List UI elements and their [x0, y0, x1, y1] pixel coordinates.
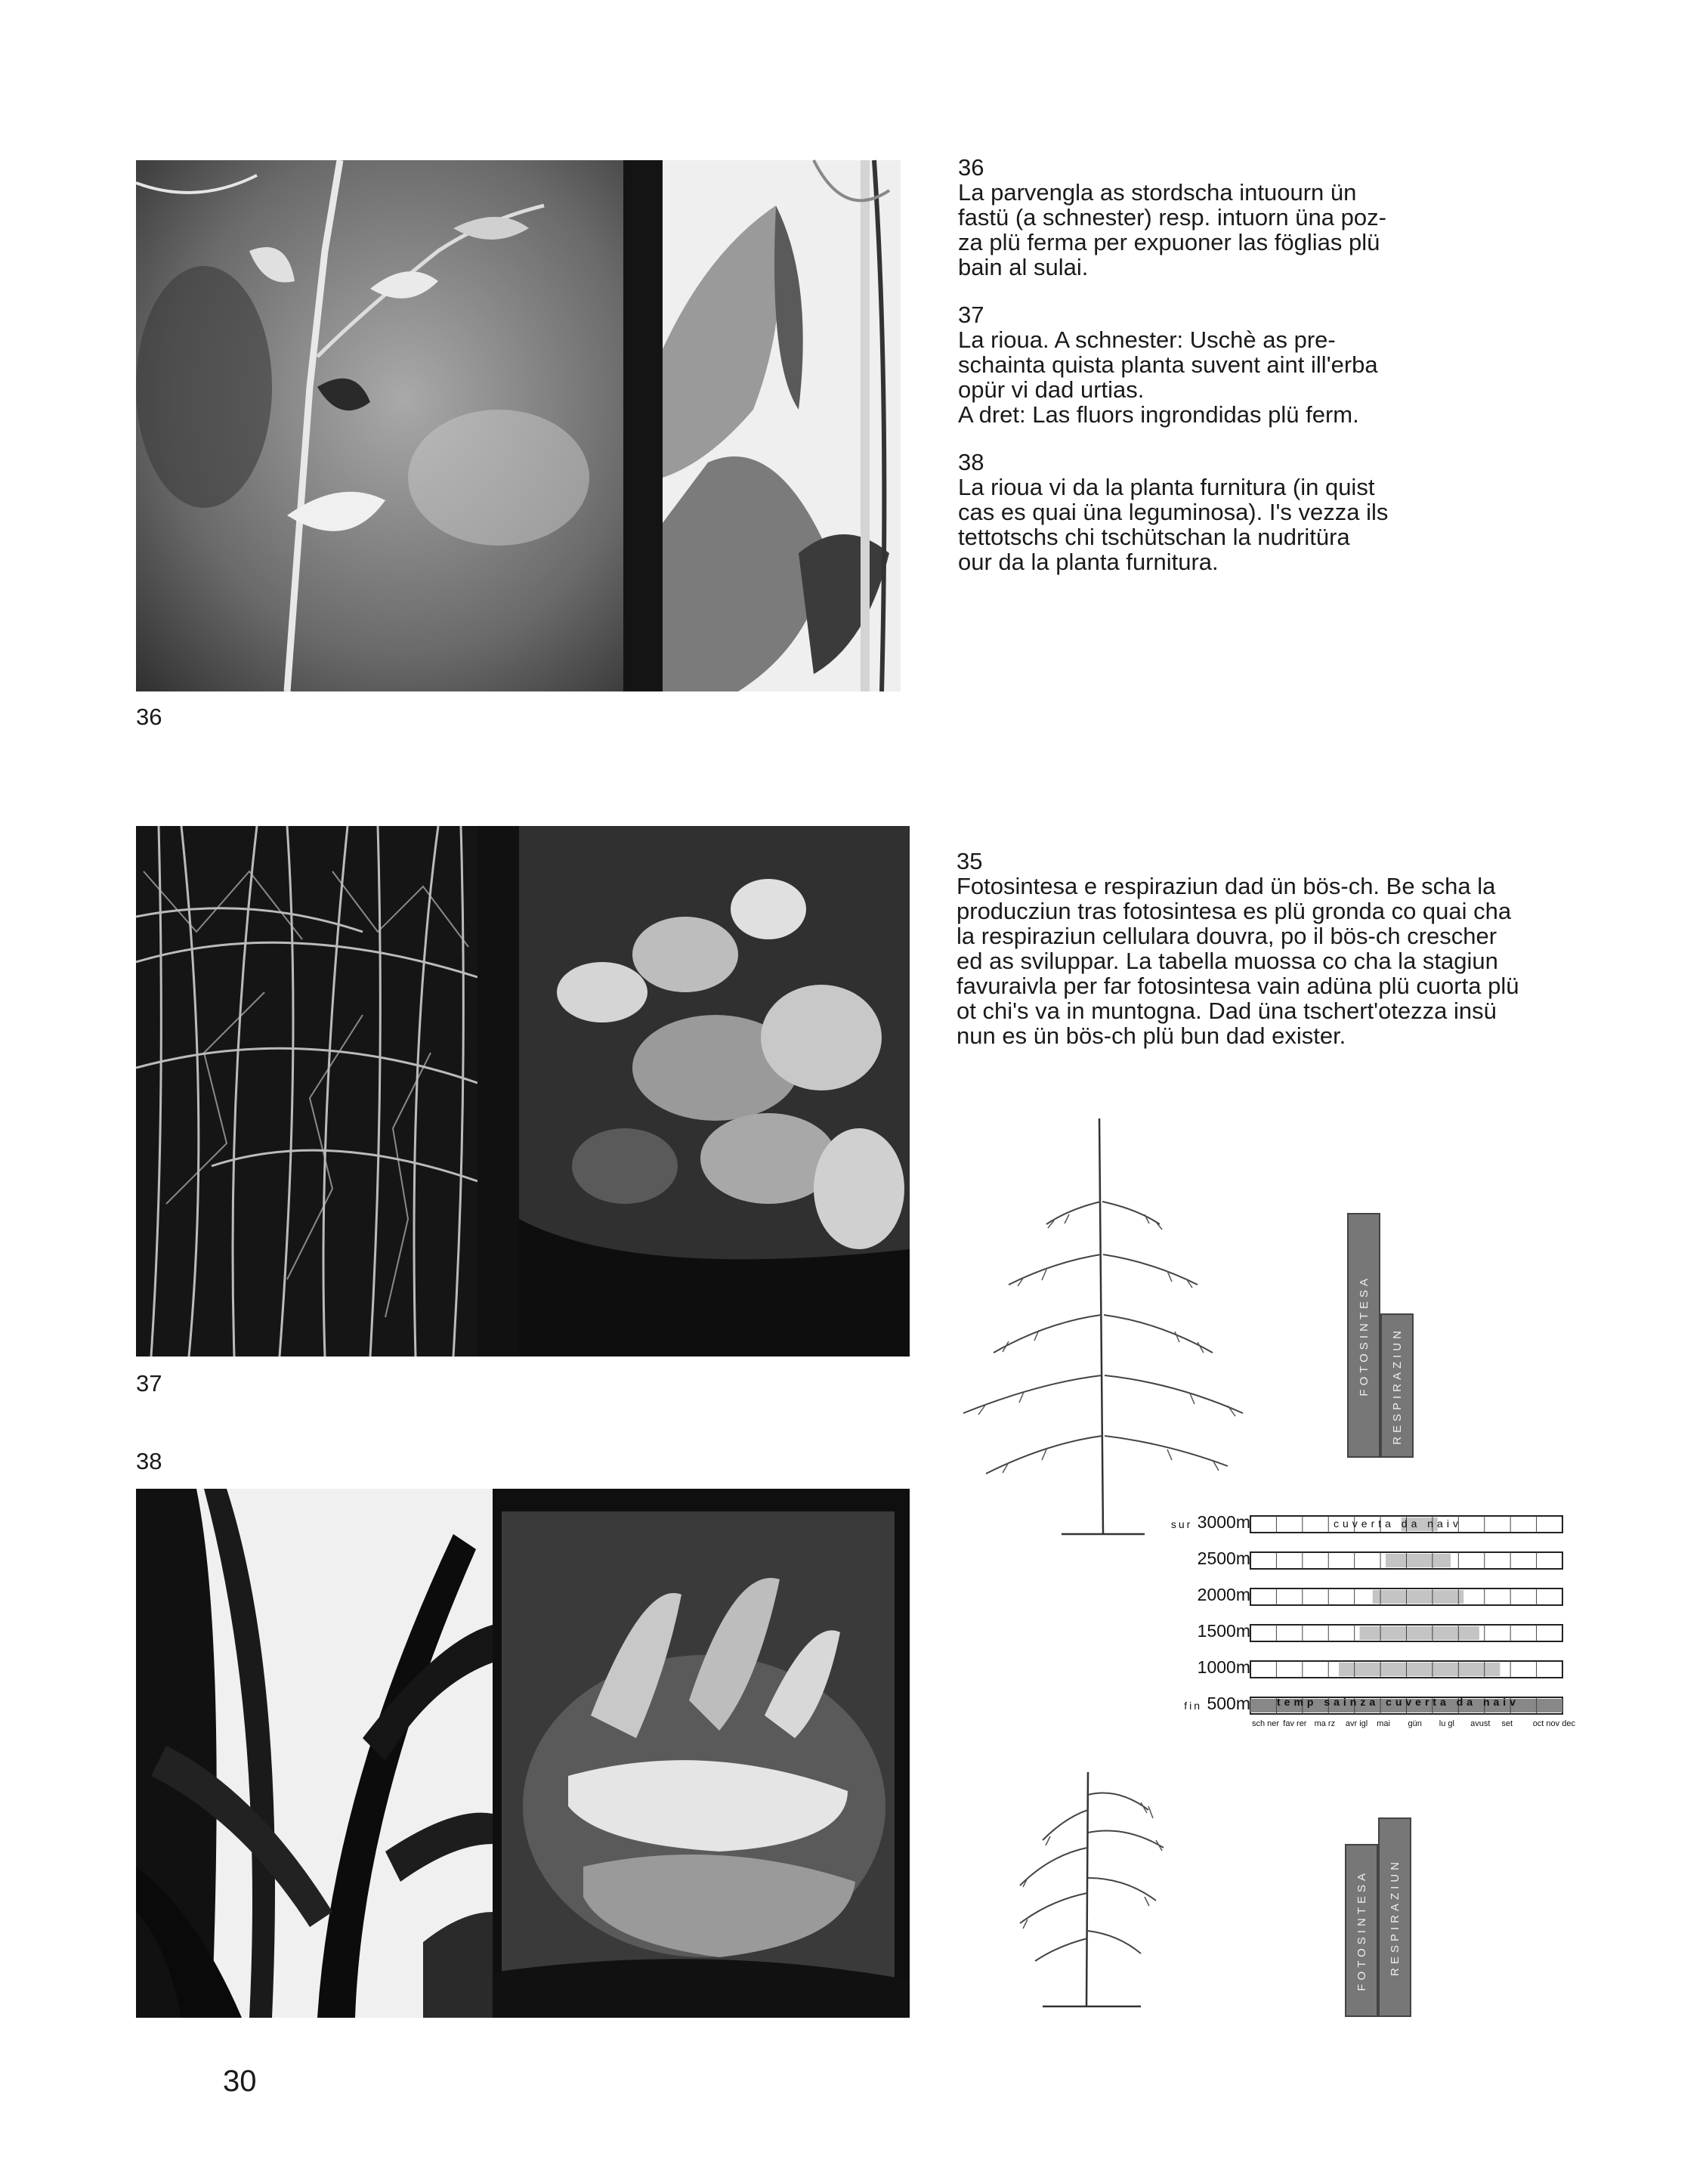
altitude-prefix-fin: fin — [1184, 1700, 1203, 1712]
month-label-1: fav rer — [1283, 1719, 1307, 1728]
captions-36-37-38 — [958, 155, 1442, 597]
caption-36 — [958, 155, 1442, 280]
caption-37-number: 37 — [958, 302, 984, 328]
month-label-8: set — [1501, 1719, 1513, 1728]
photo-37-right — [519, 826, 910, 1356]
caption-35-line-2: producziun tras fotosintesa es plü gronda co quai cha — [957, 898, 1512, 924]
snow-free-band-2000m — [1373, 1590, 1463, 1604]
altitude-value-2000: 2000m — [1197, 1585, 1250, 1604]
caption-38-number: 38 — [958, 449, 984, 475]
photo-38-left — [136, 1489, 493, 2018]
month-label-5: gün — [1408, 1719, 1422, 1728]
tree-illustration-tall — [956, 1111, 1258, 1542]
caption-37-line-3: opür vi dad urtias. — [958, 376, 1145, 403]
figure-label-38: 38 — [136, 1448, 162, 1474]
altitude-label-1000 — [1145, 1657, 1250, 1678]
caption-37 — [958, 302, 1442, 427]
figure-label-37: 37 — [136, 1370, 162, 1397]
altitude-value-500: 500m — [1207, 1694, 1250, 1713]
bar-respiraziun-bottom — [1378, 1817, 1411, 2017]
caption-38 — [958, 450, 1442, 574]
caption-38-line-1: La rioua vi da la planta furnitura (in quist — [958, 474, 1375, 500]
snow-free-band-1500m — [1360, 1626, 1479, 1640]
altitude-label-3000 — [1145, 1512, 1250, 1533]
caption-36-line-4: bain al sulai. — [958, 254, 1089, 280]
caption-37-line-4: A dret: Las fluors ingrondidas plü ferm. — [958, 401, 1359, 428]
bar-respiraziun-top-label: RESPIRAZIUN — [1390, 1326, 1404, 1445]
legend-cuverta-da-naiv: cuverta da naiv — [1334, 1517, 1462, 1530]
month-label-9: oct nov dec — [1532, 1719, 1575, 1728]
bar-respiraziun-bottom-label: RESPIRAZIUN — [1388, 1858, 1402, 1976]
bar-fotosintesa-bottom — [1345, 1844, 1378, 2017]
caption-35 — [957, 849, 1621, 1048]
caption-36-number: 36 — [958, 154, 984, 181]
caption-37-line-2: schainta quista planta suvent aint ill'erba — [958, 351, 1378, 378]
altitude-label-2500 — [1145, 1548, 1250, 1569]
legend-temp-sainza-cuverta: temp sainza cuverta da naiv — [1277, 1696, 1519, 1708]
photo-36-right — [663, 160, 901, 691]
photo-38-right — [493, 1489, 910, 2018]
month-label-4: mai — [1377, 1719, 1390, 1728]
caption-38-line-2: cas es quai üna leguminosa). I's vezza ils — [958, 499, 1389, 525]
page-number: 30 — [223, 2065, 257, 2098]
caption-36-line-3: za plü ferma per expuoner las föglias plü — [958, 229, 1380, 255]
caption-36-line-2: fastü (a schnester) resp. intuorn üna poz- — [958, 204, 1386, 230]
month-label-7: avust — [1470, 1719, 1491, 1728]
caption-36-line-1: La parvengla as stordscha intuourn ün — [958, 179, 1357, 206]
bar-fotosintesa-bottom-label: FOTOSINTESA — [1355, 1870, 1368, 1991]
photo-36-left — [136, 160, 623, 691]
altitude-value-1000: 1000m — [1197, 1657, 1250, 1677]
photo-37-left — [136, 826, 477, 1356]
bar-fotosintesa-top-label: FOTOSINTESA — [1357, 1274, 1371, 1397]
caption-35-line-4: ed as sviluppar. La tabella muossa co cha la stagiun — [957, 948, 1498, 974]
figure-label-36: 36 — [136, 704, 162, 730]
caption-35-line-3: la respiraziun cellulara douvra, po il bös-ch crescher — [957, 923, 1497, 949]
bar-fotosintesa-top — [1347, 1213, 1380, 1458]
altitude-prefix-sur: sur — [1170, 1518, 1193, 1530]
photo-divider-bar — [623, 160, 663, 691]
month-label-2: ma rz — [1314, 1719, 1336, 1728]
bar-respiraziun-top — [1380, 1313, 1414, 1458]
caption-35-line-5: favuraivla per far fotosintesa vain adüna plü cuorta plü — [957, 973, 1519, 999]
caption-35-line-7: nun es ün bös-ch plü bun dad exister. — [957, 1022, 1346, 1049]
caption-37-line-1: La rioua. A schnester: Uschè as pre- — [958, 326, 1336, 353]
snow-free-band-1000m — [1339, 1663, 1500, 1676]
caption-38-line-4: our da la planta furnitura. — [958, 549, 1219, 575]
altitude-value-2500: 2500m — [1197, 1548, 1250, 1568]
photo-37-divider — [477, 826, 519, 1356]
caption-35-number: 35 — [957, 848, 983, 874]
caption-38-line-3: tettotschs chi tschütschan la nudritüra — [958, 524, 1350, 550]
altitude-label-500 — [1145, 1694, 1250, 1714]
month-label-6: lu gl — [1439, 1719, 1454, 1728]
month-label-0: sch ner — [1252, 1719, 1280, 1728]
month-label-3: avr igl — [1345, 1719, 1368, 1728]
snow-free-band-2500m — [1386, 1554, 1451, 1567]
altitude-label-1500 — [1145, 1621, 1250, 1641]
altitude-label-2000 — [1145, 1585, 1250, 1605]
altitude-value-3000: 3000m — [1197, 1512, 1250, 1532]
caption-35-line-6: ot chi's va in muntogna. Dad üna tschert'otezza insü — [957, 998, 1497, 1024]
caption-35-line-1: Fotosintesa e respiraziun dad ün bös-ch. Be scha la — [957, 873, 1496, 899]
altitude-value-1500: 1500m — [1197, 1621, 1250, 1641]
tree-illustration-small — [997, 1765, 1179, 2014]
